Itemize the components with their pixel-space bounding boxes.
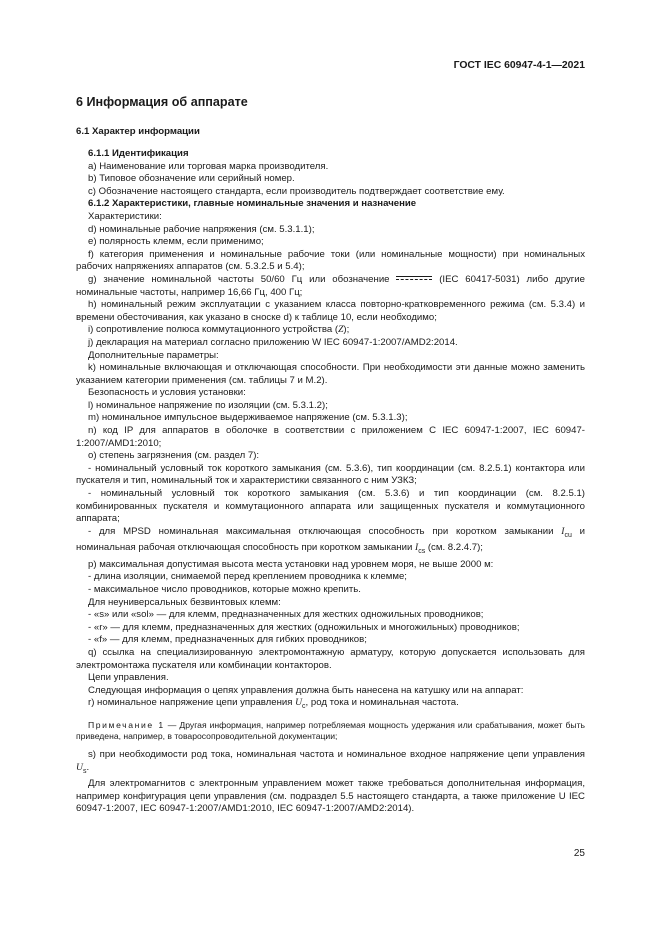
note-label: Примечание 1	[88, 719, 165, 730]
additional-label: Дополнительные параметры:	[88, 349, 219, 361]
item-h: h) номинальный режим эксплуатации с указанием класса повторно-кратковременного режима (см. 5.3.4) и времени обесточивания, как указано в сноске d) к таблице 10, если необходимо;	[76, 299, 585, 323]
item-f: f) категория применения и номинальные рабочие токи (или номинальные мощности) при номинальных рабочих напряжениях аппаратов (см. 5.3.2.5 и 5.4);	[76, 248, 585, 273]
page-content	[76, 95, 585, 816]
item-o: o) степень загрязнения (см. раздел 7):	[88, 450, 260, 462]
item-r-part2: , род тока и номинальная частота.	[305, 697, 459, 709]
subsection-6-1-title: 6.1 Характер информации	[76, 126, 200, 137]
current-symbol-cs: I	[414, 542, 419, 554]
control-info: Следующая информация о цепях управления должна быть нанесена на катушку или на аппарат:	[88, 684, 524, 696]
safety-label: Безопасность и условия установки:	[88, 387, 246, 399]
current-subscript-cu: cu	[564, 531, 572, 539]
item-g-part1: g) значение номинальной частоты 50/60 Гц или обозначение	[88, 273, 390, 285]
item-i-part2: );	[343, 324, 350, 336]
nonuniversal-item-3: - «f» — для клемм, предназначенных для гибких проводников;	[88, 634, 367, 646]
item-s-part1: s) при необходимости род тока, номинальная частота и номинальное входное напряжение цепи управления	[88, 749, 585, 761]
item-m: m) номинальное импульсное выдерживаемое напряжение (см. 5.3.1.3);	[88, 412, 408, 424]
item-o-3	[76, 526, 585, 559]
item-g-part2: (IEC 60417-5031) либо другие номинальные частоты, например 16,66 Гц, 400 Гц;	[76, 273, 585, 298]
current-symbol-cu: I	[561, 525, 565, 537]
item-c: c) Обозначение настоящего стандарта, если производитель подтверждает соответствие ему.	[88, 185, 505, 197]
standard-header: ГОСТ IEC 60947-4-1—2021	[453, 60, 585, 71]
item-p-2: - максимальное число проводников, которые можно крепить.	[88, 584, 361, 595]
item-o-3-part1: - для MPSD номинальная максимальная отключающая способность при коротком замыкании	[88, 525, 562, 537]
note-text: — Другая информация, например потребляемая мощность удержания или срабатывания, может быть приведена, например, в товаросопроводительной документации;	[76, 719, 586, 742]
nonuniversal-item-2: - «r» — для клемм, предназначенных для жестких (одножильных и многожильных) проводников;	[88, 621, 520, 633]
item-g	[76, 274, 585, 299]
nonuniversal-label: Для неуниверсальных безвинтовых клемм:	[88, 596, 281, 608]
current-subscript-cs: cs	[418, 548, 426, 556]
item-b: b) Типовое обозначение или серийный номер.	[88, 173, 295, 185]
item-e: e) полярность клемм, если применимо;	[88, 236, 264, 248]
voltage-subscript-c: c	[302, 703, 306, 711]
item-o-1: - номинальный условный ток короткого замыкания (см. 5.3.6), тип координации (см. 8.2.5.1) контактора или пускателя и тип, номинальный ток и характеристики связанного с ним УЗКЗ;	[76, 462, 585, 487]
item-o-3-part3: (см. 8.2.4.7);	[425, 542, 483, 554]
note-1	[76, 720, 585, 743]
item-r-part1: r) номинальное напряжение цепи управления	[88, 697, 296, 709]
voltage-symbol-us: U	[76, 761, 83, 773]
item-l: l) номинальное напряжение по изоляции (см. 5.3.1.2);	[88, 399, 328, 411]
item-i-part1: i) сопротивление полюса коммутационного устройства (	[88, 324, 339, 336]
item-d: d) номинальные рабочие напряжения (см. 5.3.1.1);	[88, 223, 315, 235]
ac-dc-symbol-icon	[396, 275, 432, 283]
control-label: Цепи управления.	[88, 672, 169, 684]
impedance-symbol: Z	[338, 324, 344, 336]
item-o-3-part2: и номинальная рабочая отключающая способность при коротком замыкании	[76, 525, 585, 554]
item-i	[76, 324, 585, 337]
item-p-1: - длина изоляции, снимаемой перед креплением проводника к клемме;	[88, 571, 407, 583]
item-s-part2: .	[86, 761, 90, 773]
voltage-symbol-uc: U	[295, 697, 303, 709]
item-n: n) код IP для аппаратов в оболочке в соответствии с приложением С IEC 60947-1:2007, IEC 60947-1:2007/AMD1:2010;	[76, 425, 585, 449]
item-o-2: - номинальный условный ток короткого замыкания (см. 5.3.6) и тип координации (см. 8.2.5.1) комбинированных пускателя и коммутационного аппарата или защищенных пускателя и коммутационного аппарата;	[76, 488, 585, 525]
page-number: 25	[573, 848, 585, 859]
item-j: j) декларация на материал согласно приложению W IEC 60947-1:2007/AMD2:2014.	[88, 336, 458, 348]
voltage-subscript-s: s	[82, 767, 87, 775]
nonuniversal-item-1: - «s» или «sol» — для клемм, предназначенных для жестких одножильных проводников;	[88, 609, 484, 621]
subsection-6-1-1-title: 6.1.1 Идентификация	[88, 148, 189, 159]
item-p: p) максимальная допустимая высота места установки над уровнем моря, не выше 2000 м:	[88, 558, 494, 570]
item-q: q) ссылка на специализированную электромонтажную арматуру, которую допускается использовать для электромонтажа пускателя или комбинации контакторов.	[76, 646, 585, 671]
subsection-6-1-2-title: 6.1.2 Характеристики, главные номинальные значения и назначение	[88, 198, 417, 210]
item-k: k) номинальные включающая и отключающая способности. При необходимости эти данные можно заменить указанием категории применения (см. таблицы 7 и М.2).	[76, 362, 585, 386]
item-r	[76, 697, 585, 714]
section-title: 6 Информация об аппарате	[76, 95, 248, 109]
item-a: a) Наименование или торговая марка производителя.	[88, 160, 329, 172]
characteristics-label: Характеристики:	[88, 210, 162, 222]
electronic-control-paragraph: Для электромагнитов с электронным управлением может также требоваться дополнительная информация, например конфигурация цепи управления (см. подраздел 5.5 настоящего стандарта, а также приложение U IEC 60947-1:2007, IEC 60947-1:2007/AMD1:2010, IEC 60947-1:2007/AMD2:2014).	[76, 778, 585, 815]
item-s	[76, 749, 585, 778]
